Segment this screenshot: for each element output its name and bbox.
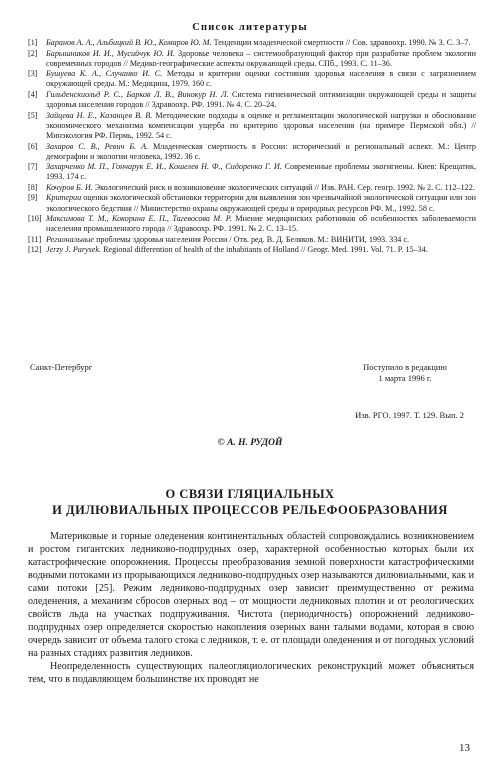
reference-list	[28, 38, 476, 256]
reference-text	[46, 214, 476, 234]
reference-body: Экологический риск и возникновение экологических ситуаций // Изв. РАН. Сер. геогр. 1992. № 2. С. 112–122.	[92, 182, 475, 192]
reference-text	[46, 162, 476, 182]
received-note	[340, 362, 470, 384]
reference-body: Младенческая смертность в России: исторический и региональный аспект. М.: Центр демографии и экологии человека, 1992. 36 с.	[46, 141, 476, 161]
reference-item	[28, 111, 476, 141]
reference-item	[28, 38, 476, 48]
reference-item	[28, 214, 476, 234]
reference-text	[46, 142, 476, 162]
reference-authors: Региональные	[46, 234, 95, 244]
reference-text	[46, 111, 476, 141]
reference-item	[28, 235, 476, 245]
reference-number: [1]	[28, 38, 38, 47]
reference-number: [2]	[28, 48, 38, 58]
reference-body: Тенденции младенческой смертности // Сов. здравоохр. 1990. № 3. С. 3–7.	[211, 38, 471, 47]
reference-authors: Кочуров Б. И.	[46, 182, 93, 192]
reference-authors: Jerzy J. Parysek.	[46, 245, 102, 255]
reference-item	[28, 142, 476, 162]
article-title	[0, 486, 500, 518]
reference-number: [9]	[28, 193, 38, 203]
reference-text	[46, 193, 476, 213]
section-title: Список литературы	[192, 22, 308, 33]
reference-item	[28, 90, 476, 110]
reference-text	[46, 38, 476, 48]
reference-body: проблемы здоровья населения России / Отв. ред. В. Д. Беляков. М.: ВИНИТИ, 1993. 334 с.	[94, 234, 410, 244]
reference-authors: Максимова Т. М., Кокорина Е. П., Тагевосова М. Р.	[46, 214, 232, 224]
reference-text	[46, 235, 476, 245]
reference-body: Современные проблемы экогигиены. Киев: Крещатик, 1993. 174 с.	[46, 162, 477, 182]
paragraph: Материковые и горные оледенения континентальных областей сопровождались возникновением и ростом гигантских ледниково-подпрудных озер, характерной особенностью которых были их катастрофические опорожнения. Процессы преобразования земной поверхности катастрофическими водными потоками из прорывающихся ледниково-подпрудных озер называются дилювиальными, как и сами потоки [25]. Режим ледниково-подпрудных озер зависит преимущественно от режима оледенения, а механизм сбросов озерных вод – от мощности ледниковых плотин и от реологических свойств льда на участках подпруживания. Чистота (периодичность) опорожнений ледниково-подпрудных озер определяется скоростью накопления озерных ванн талыми водами, которая в свою очередь зависит от объема талого стока с ледников, т. е. от площади оледенения и от погодных условий на разных стадиях развития ледников.	[28, 531, 474, 659]
reference-body: Методические подходы к оценке и регламентации экологической нагрузки и обоснование экономического механизма компенсации ущерба по критерию здоровья населения (на примере Пермской обл.) // Минэкология РФ. Пермь, 1992. 54 с.	[46, 110, 476, 140]
reference-item	[28, 245, 476, 255]
reference-item	[28, 193, 476, 213]
place-label: Санкт-Петербург	[30, 362, 93, 372]
reference-authors: Баранов А. А., Альбицкий В. Ю., Комаров Ю. М.	[46, 38, 212, 47]
reference-text	[46, 245, 476, 255]
page-number: 13	[459, 742, 470, 754]
reference-text	[46, 183, 476, 193]
reference-item	[28, 162, 476, 182]
reference-number: [5]	[28, 110, 38, 120]
reference-body: оценки экологической обстановки территории для выявления зон чрезвычайной экологической ситуации или зон экологического бедствия // Министерство охраны окружающей среды и природных ресурсов РФ. М., 1992. 58 с.	[46, 193, 477, 213]
journal-reference: Изв. РГО. 1997. Т. 129. Вып. 2	[355, 410, 464, 420]
reference-item	[28, 49, 476, 69]
reference-body: Система гигиенической оптимизации окружающей среды и защиты здоровья населения городов // Здравоохр. РФ. 1991. № 4. С. 20–24.	[46, 89, 477, 110]
reference-authors: Бушуева К. А., Случанко И. С.	[46, 69, 163, 79]
reference-number: [10]	[28, 214, 42, 224]
reference-item	[28, 183, 476, 193]
reference-authors: Захарченко М. П., Гончарук Е. И., Кошелев Н. Ф., Сидоренко Г. И.	[46, 162, 282, 172]
received-line-1: Поступило в редакцию	[363, 362, 447, 372]
reference-number: [11]	[28, 234, 42, 244]
reference-body: Regional differention of hеalth of the inhabitants of Holland // Geogr. Med. 1991. Vol. 71. P. 15–34.	[101, 245, 428, 255]
reference-number: [8]	[28, 182, 38, 192]
reference-authors: Зайцева Н. Е., Казанцев В. В.	[46, 110, 153, 120]
paragraph: Неопределенность существующих палеогляциологических реконструкций может объясняться тем, что в подавляющем большинстве их проводят не	[28, 661, 474, 685]
reference-number: [12]	[28, 245, 42, 255]
reference-number: [7]	[28, 162, 38, 172]
reference-body: Методы и критерии оценки состояния здоровья населения в связи с загрязнением окружающей среды. М.: Медицина, 1979. 160 с.	[46, 69, 476, 89]
reference-authors: Критерии	[46, 193, 82, 203]
reference-authors: Захаров С. В., Ревич Б. А.	[46, 141, 149, 151]
reference-authors: Барышников И. И., Мусийчук Ю. И.	[46, 48, 175, 58]
reference-item	[28, 69, 476, 89]
article-title-line-1: О СВЯЗИ ГЛЯЦИАЛЬНЫХ	[165, 487, 335, 501]
reference-text	[46, 69, 476, 89]
reference-number: [6]	[28, 141, 38, 151]
received-line-2: 1 марта 1996 г.	[378, 373, 432, 383]
reference-text	[46, 90, 476, 110]
article-title-line-2: И ДИЛЮВИАЛЬНЫХ ПРОЦЕССОВ РЕЛЬЕФООБРАЗОВАНИЯ	[52, 503, 448, 517]
reference-body: Мнение медицинских работников об особенностях заболеваемости населения промышленного города // Здравоохр. РФ. 1991. № 2. С. 13–15.	[46, 214, 476, 234]
reference-authors: Гильденскиольд Р. С., Барков Л. В., Винокур Н. Л.	[46, 89, 229, 99]
article-author: © А. Н. РУДОЙ	[217, 438, 283, 448]
reference-text	[46, 49, 476, 69]
reference-number: [3]	[28, 69, 38, 79]
reference-number: [4]	[28, 89, 38, 99]
article-body	[28, 530, 474, 686]
reference-body: Здоровье человека – системообразующий фактор при разработке проблем экологии современных городов // Медико-географические аспекты окружающей среды. СПб., 1993. С. 11–36.	[46, 48, 476, 68]
